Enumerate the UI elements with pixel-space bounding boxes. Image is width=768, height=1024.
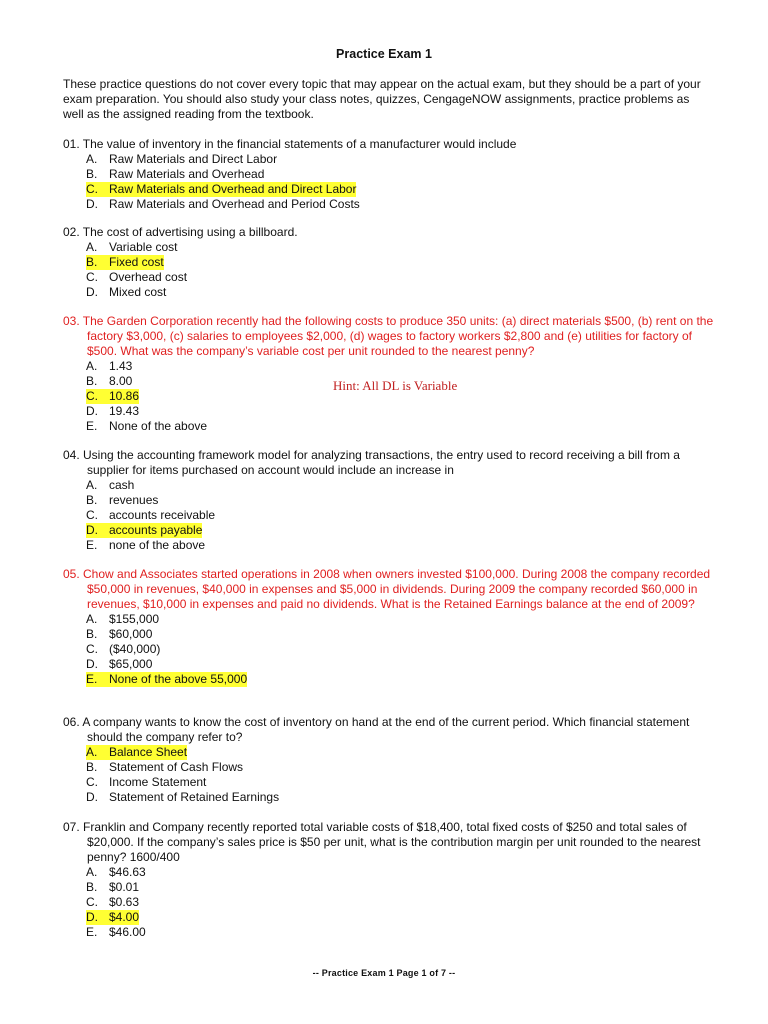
options-list: [63, 865, 718, 940]
question-text: 06. A company wants to know the cost of inventory on hand at the end of the current period. Which financial statement should the company refer to?: [63, 715, 690, 744]
option-b: B. revenues: [86, 493, 159, 507]
option-d: D. Statement of Retained Earnings: [86, 790, 280, 804]
option-a: A. $155,000: [86, 612, 160, 626]
option-a: A. Raw Materials and Direct Labor: [86, 152, 278, 166]
options-list: [63, 612, 718, 687]
option-b-selected: B. Fixed cost: [86, 255, 164, 269]
options-list: [63, 359, 718, 434]
question-01: [63, 137, 718, 212]
option-a-selected: A. Balance Sheet: [86, 745, 188, 759]
options-list: [63, 745, 718, 805]
option-c-selected: C. Raw Materials and Overhead and Direct Labor: [86, 182, 357, 196]
options-list: [63, 152, 718, 212]
option-a: A. Variable cost: [86, 240, 178, 254]
intro-paragraph: These practice questions do not cover every topic that may appear on the actual exam, but they should be a part of your exam preparation. You should also study your class notes, quizzes, CengageNOW assignments, practice problems as well as the assigned reading from the textbook.: [63, 77, 701, 121]
option-b: B. $60,000: [86, 627, 153, 641]
question-text: 04. Using the accounting framework model for analyzing transactions, the entry used to record receiving a bill from a supplier for items purchased on account would include an increase in: [63, 448, 680, 477]
option-b: B. Statement of Cash Flows: [86, 760, 244, 774]
question-05: [63, 567, 718, 687]
option-b: B. $0.01: [86, 880, 140, 894]
question-03: [63, 314, 718, 434]
option-d: D. Raw Materials and Overhead and Period Costs: [86, 197, 360, 211]
question-text: 07. Franklin and Company recently reported total variable costs of $18,400, total fixed costs of $250 and total sales of $20,000. If the company’s sales price is $50 per unit, what is the contribution margin per unit rounded to the nearest penny? 1600/400: [63, 820, 701, 864]
question-06: [63, 715, 718, 805]
option-c: C. Income Statement: [86, 775, 207, 789]
question-text: 05. Chow and Associates started operations in 2008 when owners invested $100,000. During 2008 the company recorded $50,000 in revenues, $40,000 in expenses and $5,000 in dividends. During 2009 the company recorded $60,000 in revenues, $10,000 in expenses and paid no dividends. What is the Retained Earnings balance at the end of 2009?: [63, 567, 711, 611]
option-c: C. accounts receivable: [86, 508, 216, 522]
option-c: C. Overhead cost: [86, 270, 188, 284]
option-b: B. Raw Materials and Overhead: [86, 167, 265, 181]
option-c: C. $0.63: [86, 895, 140, 909]
options-list: [63, 478, 718, 553]
question-07: [63, 820, 718, 940]
option-e: E. none of the above: [86, 538, 206, 552]
question-02: [63, 225, 718, 300]
options-list: [63, 240, 718, 300]
option-a: A. 1.43: [86, 359, 133, 373]
option-d: D. Mixed cost: [86, 285, 167, 299]
option-d-selected: D. $4.00: [86, 910, 140, 924]
option-a: A. cash: [86, 478, 135, 492]
option-a: A. $46.63: [86, 865, 146, 879]
option-d: D. 19.43: [86, 404, 140, 418]
question-text: 03. The Garden Corporation recently had the following costs to produce 350 units: (a) direct materials $500, (b) rent on the factory $3,000, (c) salaries to employees $2,000, (d) wages to factory workers $2,800 and (e) utilities for factory of $500. What was the company’s variable cost per unit rounded to the nearest penny?: [63, 314, 714, 358]
question-04: [63, 448, 718, 553]
option-e: E. $46.00: [86, 925, 146, 939]
handwritten-hint: Hint: All DL is Variable: [333, 378, 458, 393]
option-d-selected: D. accounts payable: [86, 523, 203, 537]
option-c: C. ($40,000): [86, 642, 161, 656]
question-text: 02. The cost of advertising using a billboard.: [63, 225, 298, 239]
page-title: Practice Exam 1: [336, 47, 432, 61]
option-e: E. None of the above: [86, 419, 208, 433]
page-footer: -- Practice Exam 1 Page 1 of 7 --: [312, 968, 456, 978]
option-b: B. 8.00: [86, 374, 133, 388]
option-d: D. $65,000: [86, 657, 153, 671]
option-c-selected: C. 10.86: [86, 389, 140, 403]
question-text: 01. The value of inventory in the financial statements of a manufacturer would include: [63, 137, 517, 151]
option-e-selected: E. None of the above 55,000: [86, 672, 248, 686]
